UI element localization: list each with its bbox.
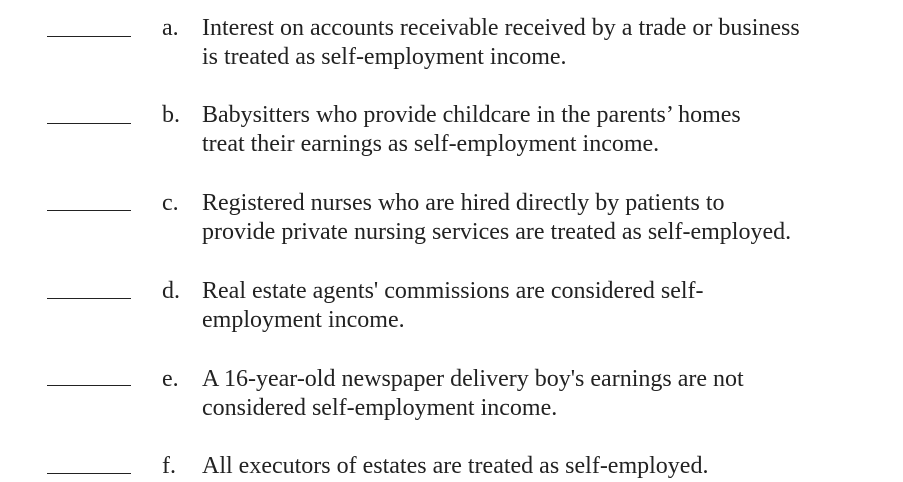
answer-blank — [47, 385, 131, 386]
item-text-line: Real estate agents' commissions are considered self- — [202, 278, 704, 304]
item-text-line: treat their earnings as self-employment income. — [202, 131, 660, 157]
item-text-line: A 16-year-old newspaper delivery boy's earnings are not — [202, 366, 744, 392]
question-item-e — [0, 365, 903, 435]
question-item-a — [0, 14, 903, 84]
item-letter: f. — [162, 453, 176, 479]
item-text — [202, 277, 892, 335]
item-text-line: Registered nurses who are hired directly by patients to — [202, 190, 725, 216]
item-text-line: All executors of estates are treated as self-employed. — [202, 453, 709, 479]
item-letter: c. — [162, 190, 179, 216]
item-text — [202, 452, 892, 481]
item-letter: a. — [162, 15, 179, 41]
question-item-d — [0, 277, 903, 347]
question-item-f — [0, 452, 903, 482]
answer-blank — [47, 298, 131, 299]
item-text-line: Interest on accounts receivable received by a trade or business — [202, 15, 800, 41]
item-text-line: Babysitters who provide childcare in the parents’ homes — [202, 102, 741, 128]
item-letter: b. — [162, 102, 180, 128]
item-text — [202, 14, 892, 72]
answer-blank — [47, 210, 131, 211]
answer-blank — [47, 123, 131, 124]
item-letter: d. — [162, 278, 180, 304]
answer-blank — [47, 473, 131, 474]
item-text-line: considered self-employment income. — [202, 395, 558, 421]
item-text — [202, 189, 892, 247]
item-text-line: is treated as self-employment income. — [202, 44, 567, 70]
question-item-c — [0, 189, 903, 259]
item-text — [202, 365, 892, 423]
item-letter: e. — [162, 366, 179, 392]
item-text — [202, 101, 892, 159]
answer-blank — [47, 36, 131, 37]
item-text-line: provide private nursing services are treated as self-employed. — [202, 219, 792, 245]
item-text-line: employment income. — [202, 307, 405, 333]
question-item-b — [0, 101, 903, 171]
